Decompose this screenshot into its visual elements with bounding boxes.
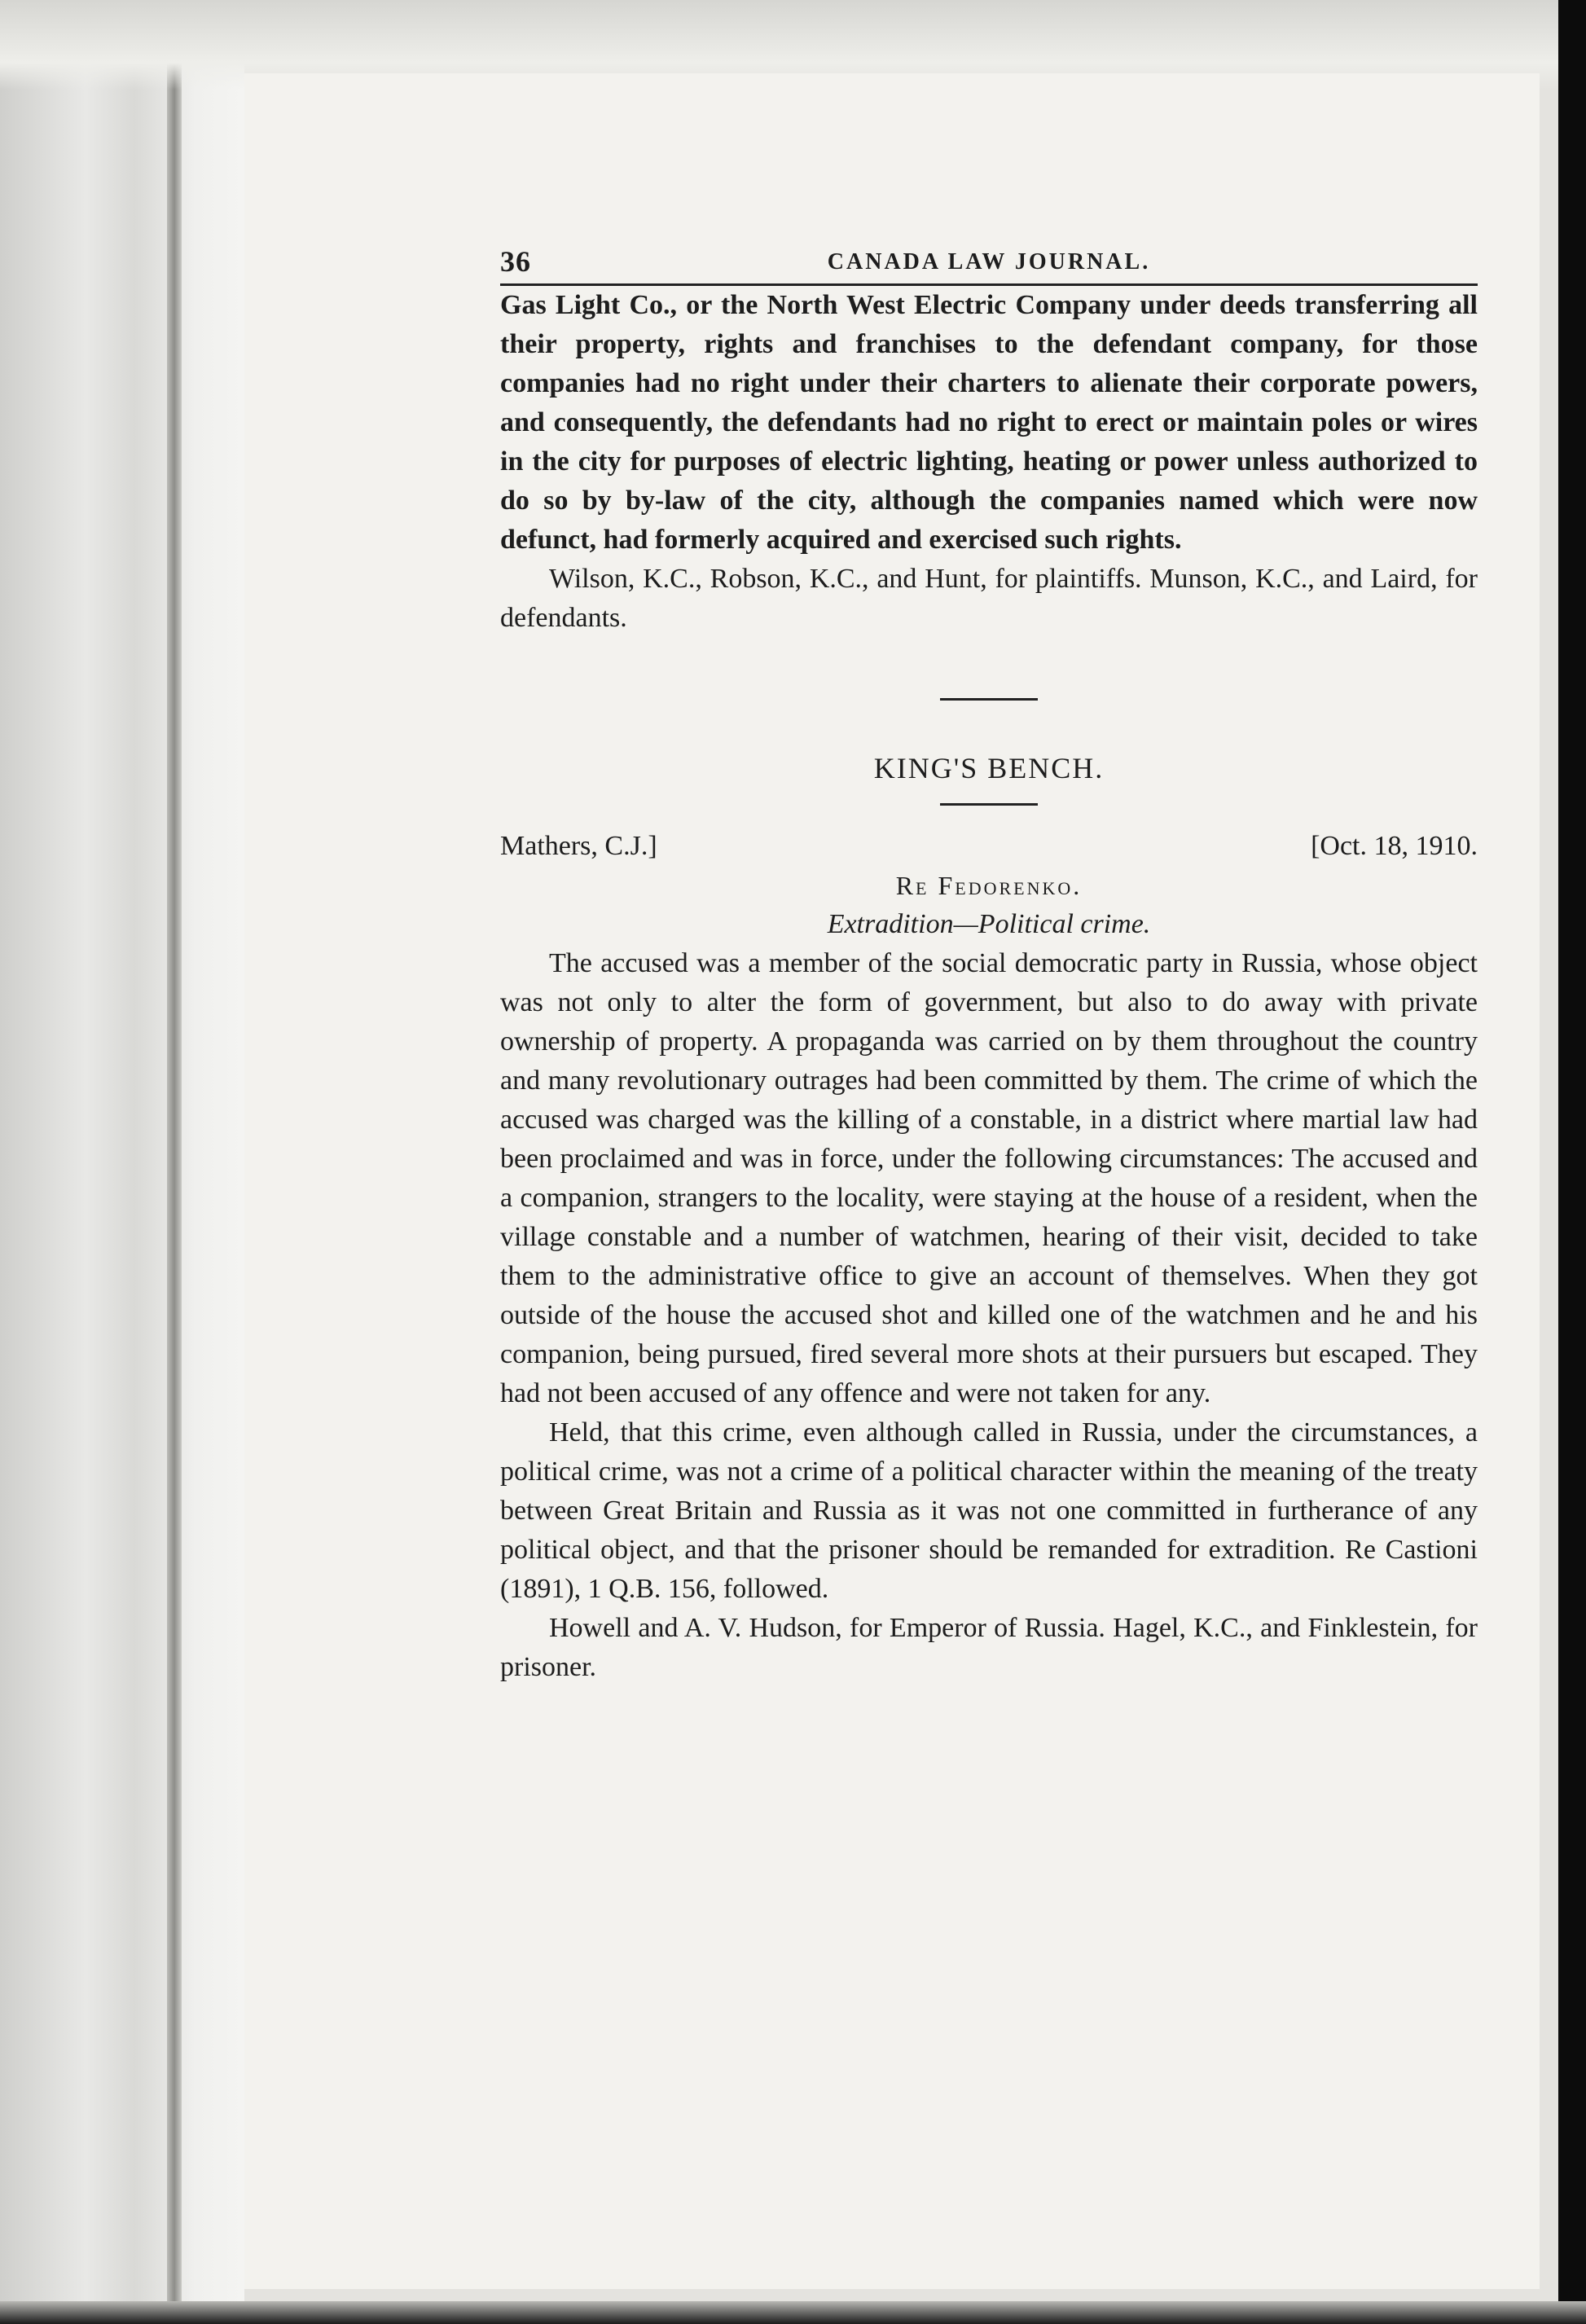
judge-date-line xyxy=(500,827,1478,866)
running-header xyxy=(500,244,1478,286)
section-divider xyxy=(940,698,1038,701)
judge-name: Mathers, C.J.] xyxy=(500,831,657,861)
case-holding: Held, that this crime, even although called in Russia, under the circumstances, a political crime, was not a crime of a political character within the meaning of the treaty between Great Britain and Russia as it was not one committed in furtherance of any political object, and that the prisoner should be remanded for extradition. Re Castioni (1891), 1 Q.B. 156, followed. xyxy=(500,1417,1478,1604)
court-heading: KING'S BENCH. xyxy=(873,752,1105,784)
case-name: Re Fedorenko. xyxy=(895,871,1083,900)
page-content xyxy=(500,244,1478,1687)
page-number: 36 xyxy=(500,245,531,278)
scan-edge-right xyxy=(1558,0,1586,2324)
case-continuation-text: Gas Light Co., or the North West Electric Company under deeds transferring all their property, rights and franchises to the defendant company, for those companies had no right under their charters to alienate their corporate powers, and consequently, the defendants had no right to erect or maintain poles or wires in the city for purposes of electric lighting, heating or power unless authorized to do so by by-law of the city, although the companies named which were now defunct, had formerly acquired and exercised such rights. xyxy=(500,290,1478,555)
case-facts: The accused was a member of the social democratic party in Russia, whose object was not only to alter the form of government, but also to do away with private ownership of property. A propaganda was carried on by them throughout the country and many revolutionary outrages had been committed by them. The crime of which the accused was charged was the killing of a constable, in a district where martial law had been proclaimed and was in force, under the following circumstances: The accused and a companion, strangers to the locality, were staying at the house of a resident, when the village constable and a number of watchmen, hearing of their visit, decided to take them to the administrative office to give an account of themselves. When they got outside of the house the accused shot and killed one of the watchmen and he and his companion, being pursued, fired several more shots at their pursuers but escaped. They had not been accused of any offence and were not taken for any. xyxy=(500,948,1478,1408)
second-case-counsel: Howell and A. V. Hudson, for Emperor of Russia. Hagel, K.C., and Finklestein, for prisoner. xyxy=(500,1613,1478,1682)
court-divider xyxy=(940,803,1038,806)
journal-title: CANADA LAW JOURNAL. xyxy=(827,249,1151,275)
scan-margin-left xyxy=(0,0,244,2324)
book-binding-shadow xyxy=(167,0,182,2324)
scan-edge-bottom xyxy=(0,2301,1586,2324)
first-case-counsel: Wilson, K.C., Robson, K.C., and Hunt, for plaintiffs. Munson, K.C., and Laird, for defendants. xyxy=(500,564,1478,633)
decision-date: [Oct. 18, 1910. xyxy=(1311,831,1478,861)
case-headnote: Extradition—Political crime. xyxy=(827,909,1151,939)
